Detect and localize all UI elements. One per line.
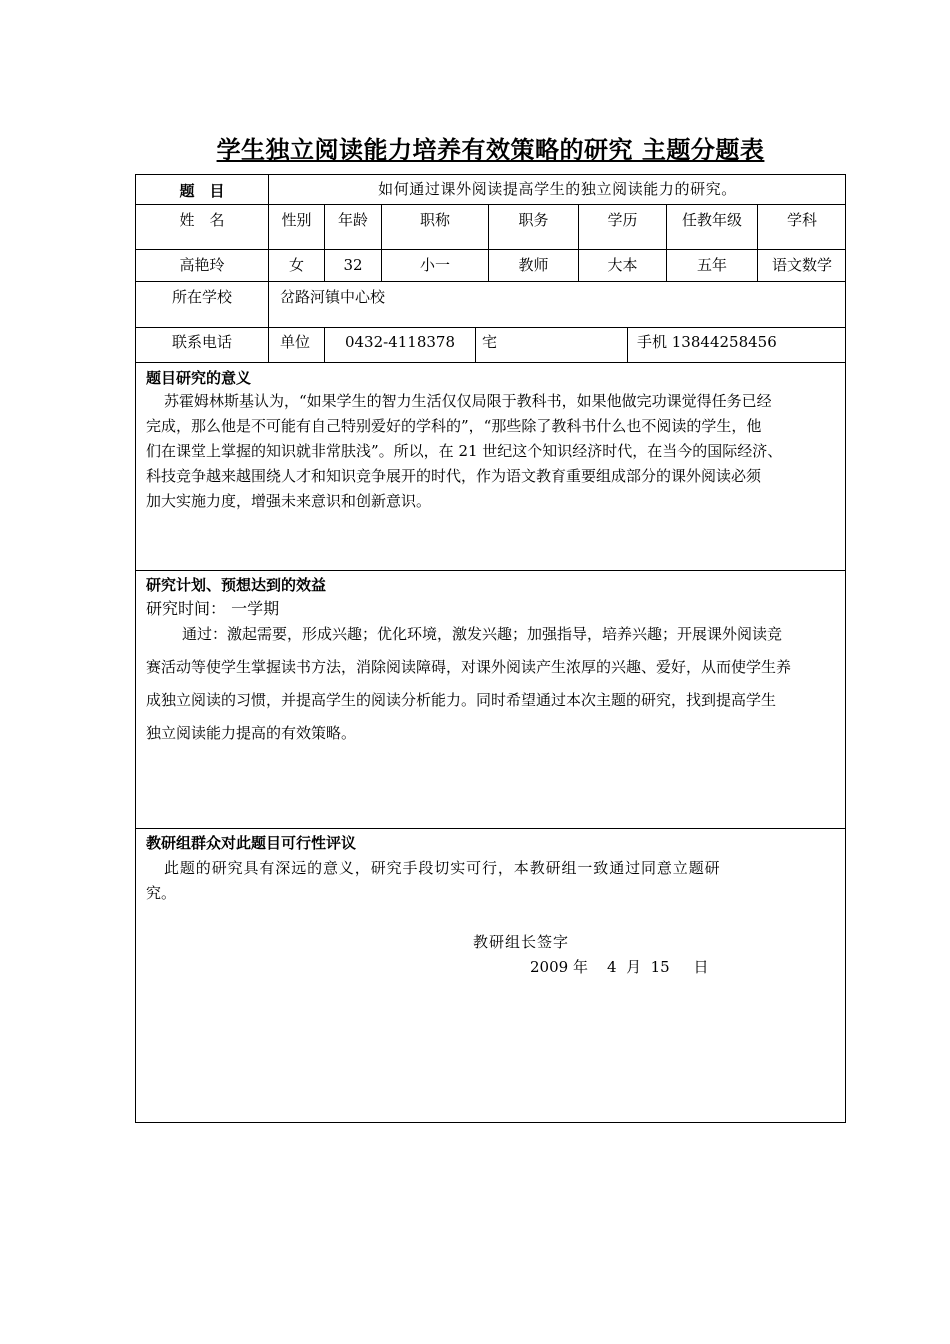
header-grade: 任教年级	[681, 211, 742, 229]
page-title: 学生独立阅读能力培养有效策略的研究 主题分题表	[216, 136, 765, 164]
row-divider	[135, 249, 846, 250]
significance-heading: 题目研究的意义	[146, 369, 252, 387]
text-line: 独立阅读能力提高的有效策略。	[146, 724, 357, 742]
header-gender: 性别	[281, 211, 312, 229]
plan-text	[146, 618, 842, 750]
header-education: 学历	[607, 211, 638, 229]
text-line: 加大实施力度，增强未来意识和创新意识。	[146, 492, 432, 510]
home-label: 宅	[482, 333, 498, 351]
contact-label: 联系电话	[171, 333, 232, 351]
text-line: 赛活动等使学生掌握读书方法，消除阅读障碍，对课外阅读产生浓厚的兴趣、爱好，从而使学生养	[146, 658, 792, 676]
row-divider	[135, 570, 846, 571]
person-education: 大本	[607, 256, 638, 274]
school-value: 岔路河镇中心校	[280, 288, 386, 306]
mobile-phone: 手机 13844258456	[637, 333, 777, 351]
unit-phone: 0432-4118378	[344, 333, 456, 351]
topic-value: 如何通过课外阅读提高学生的独立阅读能力的研究。	[378, 180, 737, 198]
plan-heading: 研究计划、预想达到的效益	[146, 576, 327, 594]
unit-label: 单位	[280, 333, 311, 351]
header-position: 职务	[518, 211, 549, 229]
text-line: 完成，那么他是不可能有自己特别爱好的学科的”，“那些除了教科书什么也不阅读的学生，他	[146, 417, 762, 435]
school-label: 所在学校	[171, 288, 232, 306]
text-line: 成独立阅读的习惯，并提高学生的阅读分析能力。同时希望通过本次主题的研究，找到提高学生	[146, 691, 777, 709]
significance-text	[146, 389, 842, 514]
header-age: 年龄	[337, 211, 368, 229]
row-divider	[135, 362, 846, 363]
text-line: 此题的研究具有深远的意义，研究手段切实可行，本教研组一致通过同意立题研	[164, 859, 721, 877]
col-divider	[475, 327, 476, 362]
review-date: 2009 年 4 月 15 日	[530, 958, 709, 976]
text-line: 苏霍姆林斯基认为，“如果学生的智力生活仅仅局限于教科书，如果他做完功课觉得任务已经	[164, 392, 772, 410]
review-heading: 教研组群众对此题目可行性评议	[146, 834, 357, 852]
header-name: 姓 名	[179, 211, 225, 229]
person-subject: 语文数学	[771, 256, 832, 274]
row-divider	[135, 327, 846, 328]
person-title: 小一	[419, 256, 450, 274]
signature-label: 教研组长签字	[473, 933, 570, 951]
col-divider	[627, 327, 628, 362]
topic-label: 题 目	[179, 182, 225, 200]
person-gender: 女	[288, 256, 304, 274]
header-title: 职称	[419, 211, 450, 229]
plan-time: 研究时间： 一学期	[146, 599, 280, 618]
text-line: 究。	[146, 884, 177, 902]
row-divider	[135, 204, 846, 205]
header-subject: 学科	[786, 211, 817, 229]
text-line: 们在课堂上掌握的知识就非常肤浅”。所以，在 21 世纪这个知识经济时代，在当今的国际经济、	[146, 442, 783, 460]
person-grade: 五年	[696, 256, 727, 274]
review-text	[146, 856, 842, 906]
row-divider	[135, 281, 846, 282]
text-line: 通过：激起需要，形成兴趣；优化环境，激发兴趣；加强指导，培养兴趣；开展课外阅读竞	[182, 625, 783, 643]
person-age: 32	[343, 256, 363, 274]
person-name: 高艳玲	[179, 256, 225, 274]
person-position: 教师	[518, 256, 549, 274]
text-line: 科技竞争越来越围绕人才和知识竞争展开的时代，作为语文教育重要组成部分的课外阅读必须	[146, 467, 762, 485]
row-divider	[135, 828, 846, 829]
